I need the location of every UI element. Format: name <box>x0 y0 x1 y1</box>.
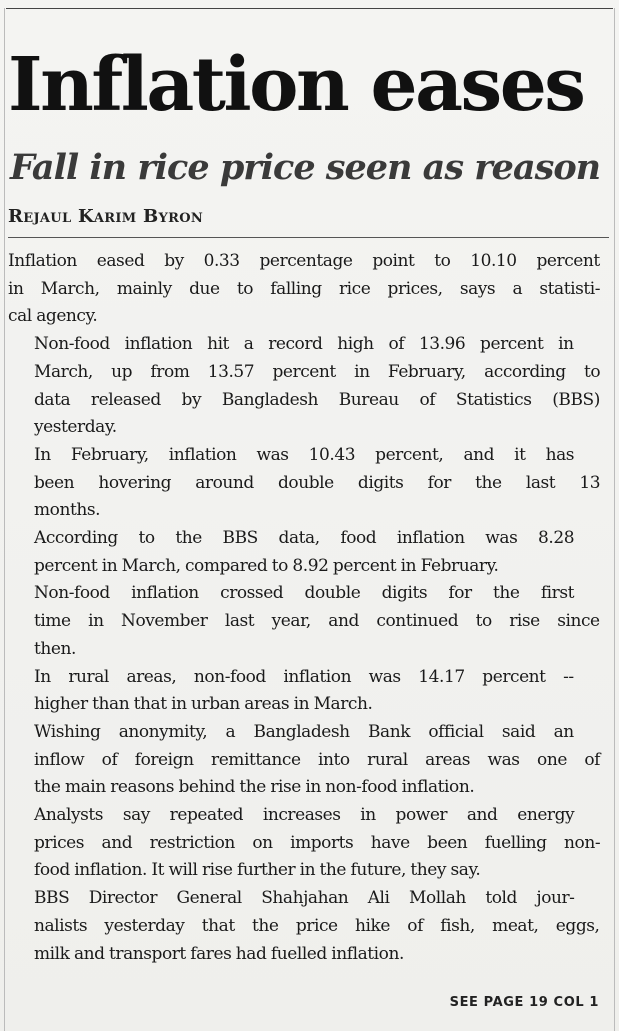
paragraph <box>8 802 600 885</box>
byline: Rejaul Karim Byron <box>8 206 204 227</box>
paragraph <box>8 664 600 719</box>
text-line: nalists yesterday that the price hike of fish, meat, eggs, <box>34 915 600 936</box>
text-line: In rural areas, non-food inflation was 14.17 percent -- <box>34 666 574 687</box>
paragraph <box>8 525 600 580</box>
text-line: In February, inflation was 10.43 percent, and it has <box>34 444 575 465</box>
continuation-jump-line: SEE PAGE 19 COL 1 <box>449 995 599 1010</box>
text-line: inflow of foreign remittance into rural areas was one of <box>34 749 601 770</box>
paragraph <box>8 248 600 331</box>
text-line: been hovering around double digits for the last 13 <box>34 472 601 493</box>
text-line: March, up from 13.57 percent in February, according to <box>34 361 601 382</box>
text-line: Inflation eased by 0.33 percentage point to 10.10 percent <box>8 251 600 271</box>
byline-rule <box>8 237 609 238</box>
text-line: milk and transport fares had fuelled inflation. <box>34 943 404 964</box>
text-line: cal agency. <box>8 306 98 327</box>
text-line: yesterday. <box>34 417 117 438</box>
text-line: higher than that in urban areas in March. <box>34 694 373 715</box>
text-line: time in November last year, and continued to rise since <box>34 611 600 632</box>
left-edge <box>4 8 5 1031</box>
text-line: According to the BBS data, food inflation was 8.28 <box>34 528 575 549</box>
paragraph <box>8 719 600 802</box>
text-line: then. <box>34 638 76 659</box>
paragraph <box>8 580 600 663</box>
paragraph <box>8 442 600 525</box>
right-edge <box>614 8 615 1031</box>
text-line: Wishing anonymity, a Bangladesh Bank official said an <box>34 721 574 742</box>
text-line: Non-food inflation crossed double digits for the first <box>34 583 574 604</box>
subheadline: Fall in rice price seen as reason <box>10 147 601 188</box>
paragraph <box>8 331 600 442</box>
article-body <box>8 248 600 968</box>
text-line: prices and restriction on imports have been fuelling non- <box>34 832 601 853</box>
text-line: Analysts say repeated increases in power and energy <box>34 805 575 826</box>
text-line: in March, mainly due to falling rice prices, says a statisti- <box>8 278 601 299</box>
headline: Inflation eases <box>8 42 584 128</box>
text-line: data released by Bangladesh Bureau of Statistics (BBS) <box>34 389 600 410</box>
top-rule <box>6 8 613 9</box>
text-line: percent in March, compared to 8.92 percent in February. <box>34 555 499 576</box>
paragraph <box>8 885 600 968</box>
text-line: food inflation. It will rise further in the future, they say. <box>34 860 481 881</box>
text-line: months. <box>34 500 101 521</box>
text-line: BBS Director General Shahjahan Ali Mollah told jour- <box>34 888 575 909</box>
text-line: Non-food inflation hit a record high of 13.96 percent in <box>34 334 574 355</box>
text-line: the main reasons behind the rise in non-food inflation. <box>34 777 475 798</box>
